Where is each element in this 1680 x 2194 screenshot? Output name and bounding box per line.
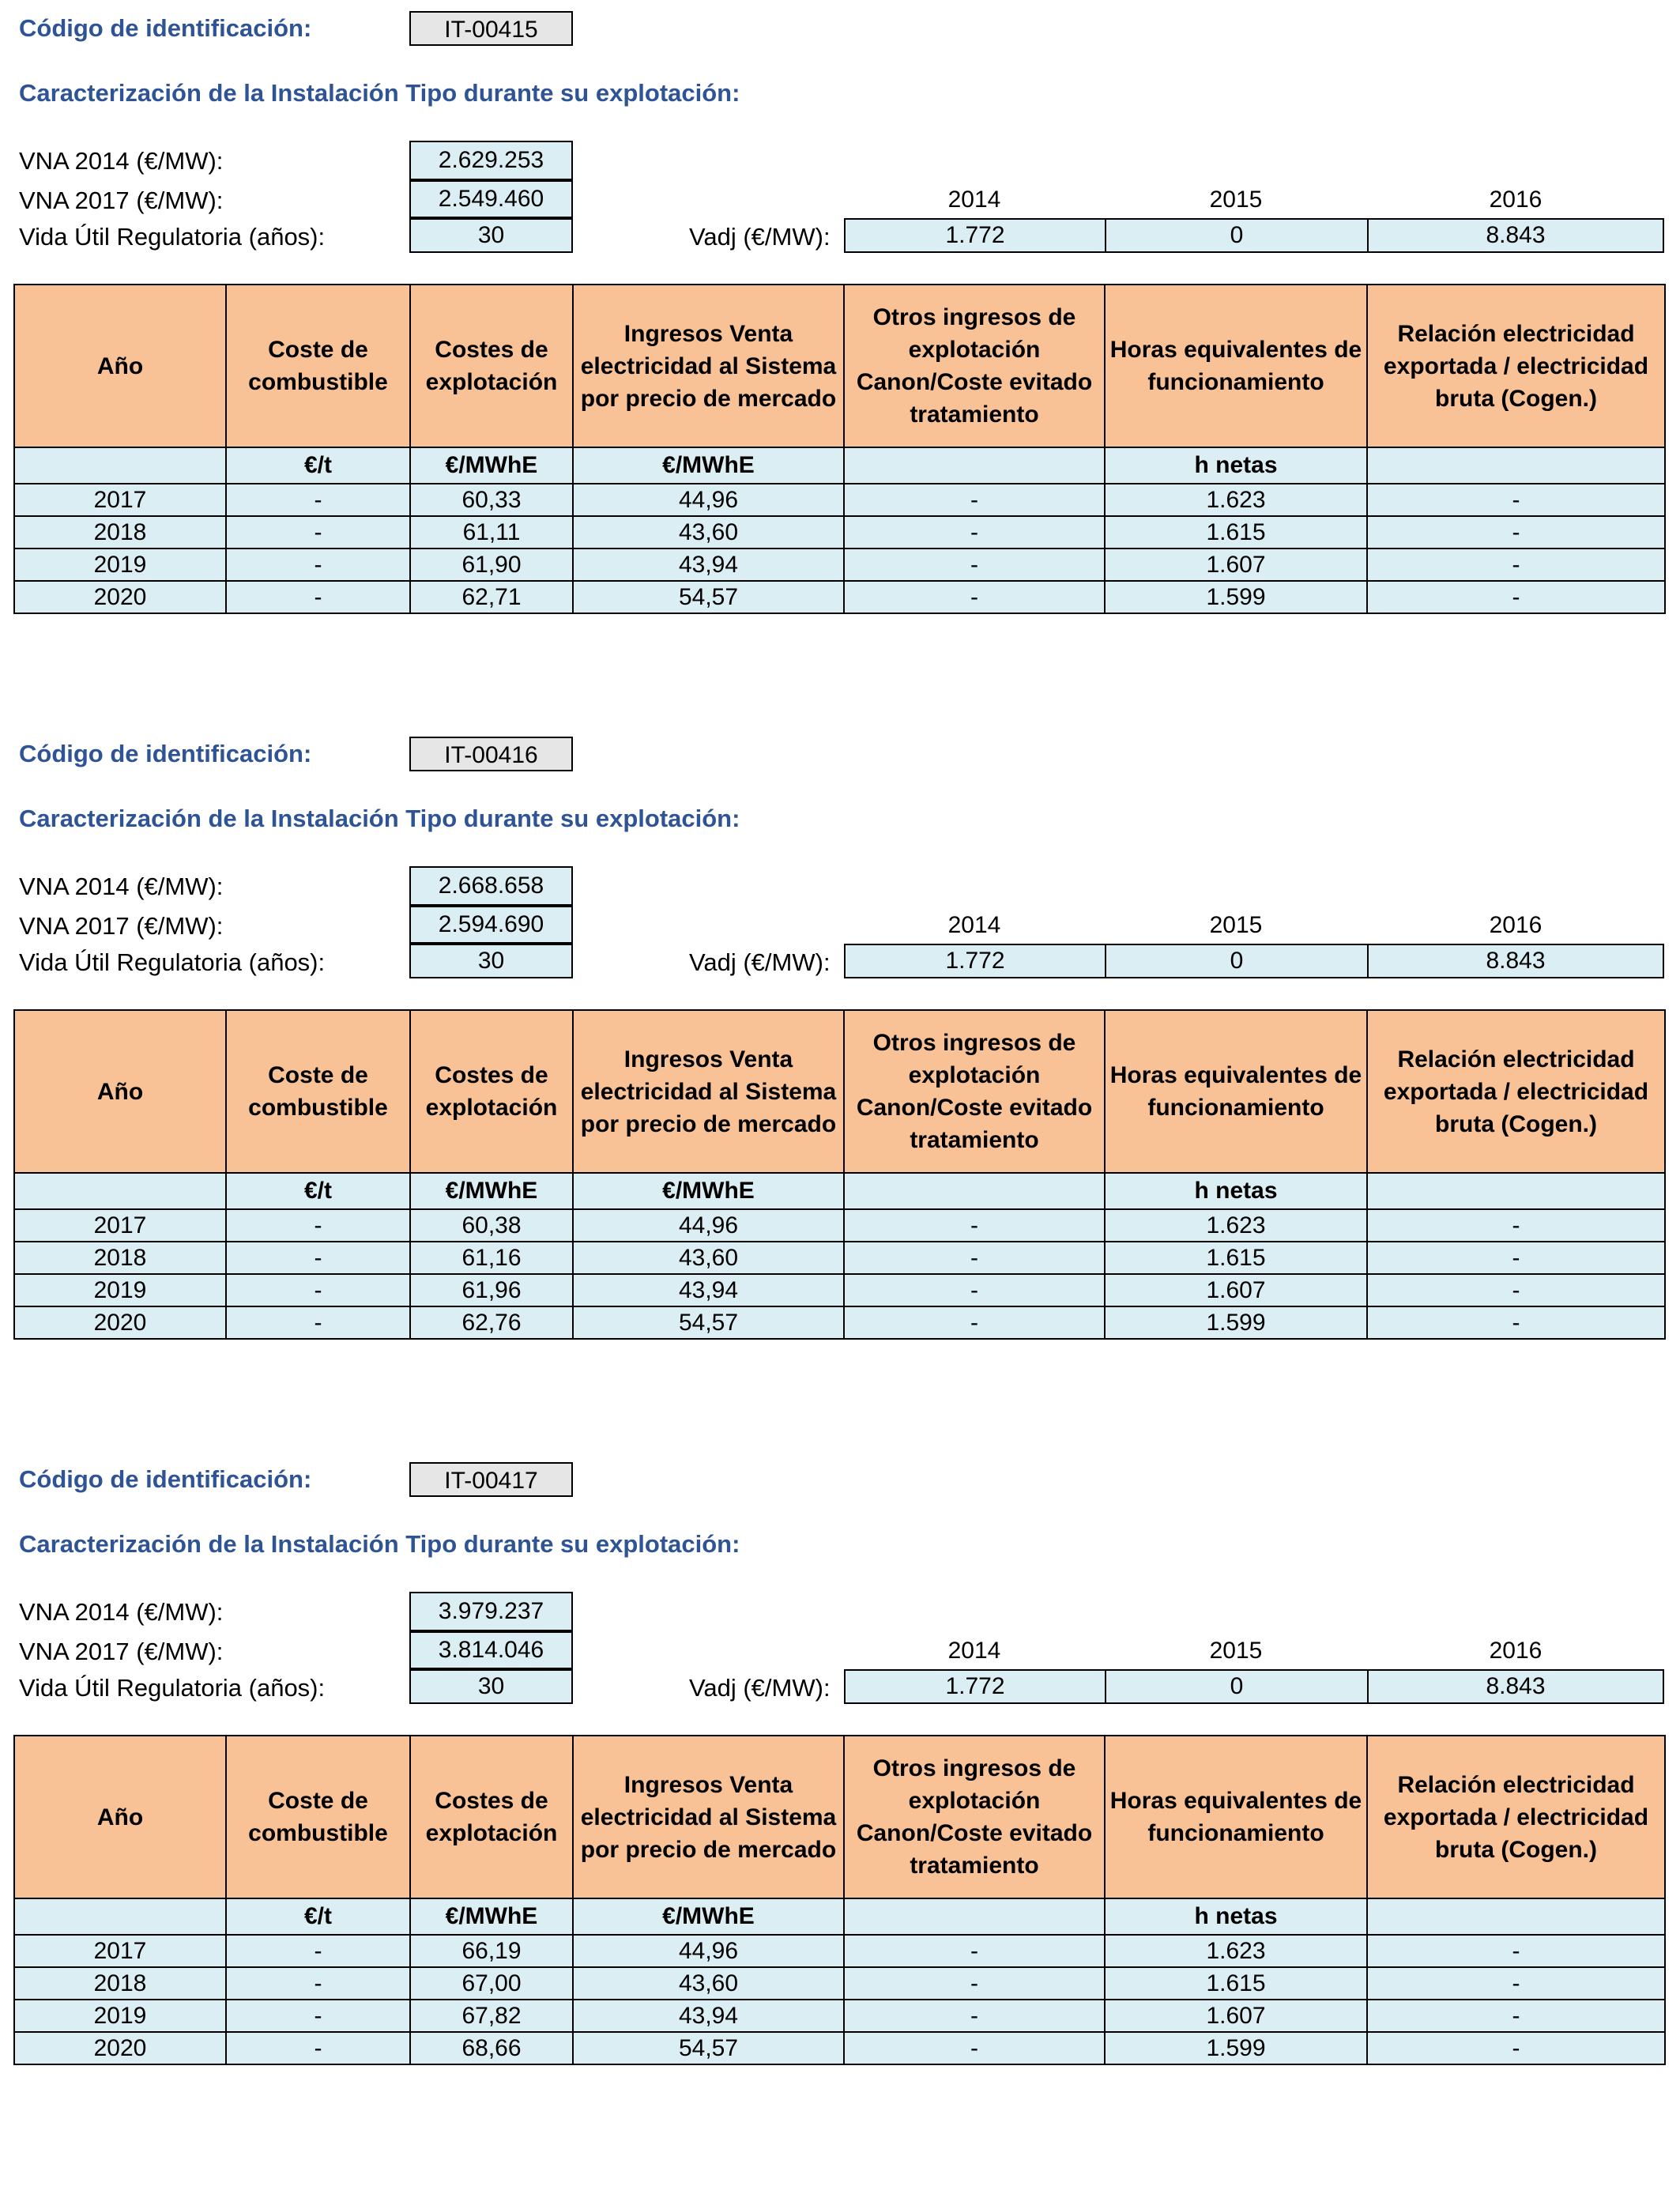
table-row — [14, 1274, 1665, 1306]
vadj-2014-value: 1.772 — [846, 945, 1106, 977]
table-cell: 62,76 — [410, 1306, 573, 1339]
table-cell: - — [1367, 1209, 1665, 1242]
table-cell: 44,96 — [573, 1209, 844, 1242]
table-cell: 67,00 — [410, 1967, 573, 2000]
header-coste-combustible: Coste de combustible — [226, 285, 410, 447]
vadj-year-2016: 2016 — [1489, 187, 1543, 213]
table-cell: 1.615 — [1105, 516, 1367, 548]
table-cell: - — [1367, 2032, 1665, 2064]
table-cell: 68,66 — [410, 2032, 573, 2064]
table-cell: 1.599 — [1105, 1306, 1367, 1339]
vida-util-value: 30 — [409, 944, 573, 978]
table-cell: 1.599 — [1105, 581, 1367, 613]
table-row — [14, 1967, 1665, 2000]
vadj-2016-value: 8.843 — [1369, 945, 1663, 977]
codigo-label: Código de identificación: — [19, 1465, 312, 1493]
table-row — [14, 2000, 1665, 2032]
vna2017-value: 2.549.460 — [409, 180, 573, 218]
table-cell: 2020 — [14, 581, 226, 613]
table-cell: - — [1367, 1274, 1665, 1306]
table-row — [14, 516, 1665, 548]
vida-util-label: Vida Útil Regulatoria (años): — [19, 948, 326, 976]
unit-cell: €/MWhE — [410, 447, 573, 484]
vna2014-label: VNA 2014 (€/MW): — [19, 1598, 224, 1626]
vida-util-label: Vida Útil Regulatoria (años): — [19, 1674, 326, 1702]
vna2017-label: VNA 2017 (€/MW): — [19, 187, 224, 214]
vadj-values — [844, 944, 1664, 978]
unit-cell — [14, 447, 226, 484]
codigo-value: IT-00417 — [409, 1462, 573, 1497]
header-otros-ingresos: Otros ingresos de explotación Canon/Coste evitado tratamiento — [844, 1736, 1105, 1898]
table-units-row — [14, 447, 1665, 484]
table-cell: - — [1367, 1306, 1665, 1339]
installation-block — [0, 1451, 1680, 2170]
vna2014-label: VNA 2014 (€/MW): — [19, 873, 224, 900]
table-cell: - — [844, 1242, 1105, 1274]
table-cell: 2017 — [14, 484, 226, 516]
table-cell: - — [226, 1967, 410, 2000]
table-cell: - — [226, 2000, 410, 2032]
header-coste-combustible: Coste de combustible — [226, 1736, 410, 1898]
table-cell: 61,96 — [410, 1274, 573, 1306]
table-cell: 62,71 — [410, 581, 573, 613]
table-cell: - — [226, 548, 410, 581]
caracterizacion-heading: Caracterización de la Instalación Tipo durante su explotación: — [19, 79, 740, 107]
header-relacion-electricidad: Relación electricidad exportada / electricidad bruta (Cogen.) — [1367, 1010, 1665, 1173]
unit-cell: h netas — [1105, 1173, 1367, 1209]
unit-cell: h netas — [1105, 1898, 1367, 1935]
table-units-row — [14, 1173, 1665, 1209]
vadj-year-2014: 2014 — [947, 1638, 1001, 1664]
table-cell: - — [844, 548, 1105, 581]
table-cell: - — [844, 516, 1105, 548]
table-cell: 1.623 — [1105, 1935, 1367, 1967]
table-cell: 2017 — [14, 1935, 226, 1967]
table-cell: - — [1367, 1242, 1665, 1274]
table-header-row — [14, 1010, 1665, 1173]
unit-cell: €/MWhE — [410, 1898, 573, 1935]
unit-cell — [1367, 1173, 1665, 1209]
table-cell: 43,94 — [573, 2000, 844, 2032]
vna2017-label: VNA 2017 (€/MW): — [19, 912, 224, 940]
table-cell: - — [844, 1274, 1105, 1306]
table-cell: 1.623 — [1105, 484, 1367, 516]
table-cell: 54,57 — [573, 1306, 844, 1339]
header-relacion-electricidad: Relación electricidad exportada / electricidad bruta (Cogen.) — [1367, 1736, 1665, 1898]
table-cell: - — [226, 484, 410, 516]
table-cell: 60,33 — [410, 484, 573, 516]
table-row — [14, 484, 1665, 516]
table-cell: 43,60 — [573, 1242, 844, 1274]
unit-cell — [14, 1173, 226, 1209]
unit-cell: €/MWhE — [573, 447, 844, 484]
codigo-label: Código de identificación: — [19, 14, 312, 42]
table-cell: - — [226, 581, 410, 613]
vadj-year-2016: 2016 — [1489, 912, 1543, 938]
table-cell: - — [844, 1209, 1105, 1242]
header-horas-equivalentes: Horas equivalentes de funcionamiento — [1105, 1736, 1367, 1898]
table-cell: - — [1367, 1935, 1665, 1967]
table-cell: 61,90 — [410, 548, 573, 581]
table-row — [14, 1242, 1665, 1274]
vna2014-value: 2.668.658 — [409, 866, 573, 906]
table-cell: 60,38 — [410, 1209, 573, 1242]
vadj-year-2015: 2015 — [1209, 187, 1263, 213]
table-cell: 1.607 — [1105, 1274, 1367, 1306]
codigo-value: IT-00415 — [409, 11, 573, 46]
table-cell: 61,16 — [410, 1242, 573, 1274]
header-relacion-electricidad: Relación electricidad exportada / electricidad bruta (Cogen.) — [1367, 285, 1665, 447]
unit-cell: €/MWhE — [573, 1173, 844, 1209]
table-header-row — [14, 285, 1665, 447]
installation-block — [0, 726, 1680, 1445]
vadj-year-2014: 2014 — [947, 912, 1001, 938]
table-cell: - — [1367, 1967, 1665, 2000]
vadj-year-2015: 2015 — [1209, 912, 1263, 938]
table-row — [14, 1306, 1665, 1339]
table-cell: 1.599 — [1105, 2032, 1367, 2064]
table-cell: 43,94 — [573, 1274, 844, 1306]
vadj-year-2016: 2016 — [1489, 1638, 1543, 1664]
table-cell: - — [844, 484, 1105, 516]
vna2014-value: 3.979.237 — [409, 1592, 573, 1631]
unit-cell — [1367, 447, 1665, 484]
table-cell: 54,57 — [573, 2032, 844, 2064]
unit-cell: €/MWhE — [410, 1173, 573, 1209]
vna2017-value: 3.814.046 — [409, 1631, 573, 1669]
caracterizacion-heading: Caracterización de la Instalación Tipo durante su explotación: — [19, 805, 740, 832]
unit-cell — [14, 1898, 226, 1935]
vadj-2016-value: 8.843 — [1369, 220, 1663, 251]
unit-cell: €/t — [226, 1898, 410, 1935]
table-cell: 2017 — [14, 1209, 226, 1242]
header-ingresos-venta: Ingresos Venta electricidad al Sistema por precio de mercado — [573, 1736, 844, 1898]
table-cell: 2019 — [14, 1274, 226, 1306]
table-units-row — [14, 1898, 1665, 1935]
unit-cell: h netas — [1105, 447, 1367, 484]
table-cell: - — [844, 1306, 1105, 1339]
installation-block — [0, 0, 1680, 719]
vadj-year-2014: 2014 — [947, 187, 1001, 213]
table-cell: - — [226, 1274, 410, 1306]
table-cell: 1.615 — [1105, 1242, 1367, 1274]
table-cell: 1.607 — [1105, 548, 1367, 581]
table-cell: - — [226, 516, 410, 548]
vna2014-value: 2.629.253 — [409, 141, 573, 180]
table-cell: 1.615 — [1105, 1967, 1367, 2000]
table-cell: 66,19 — [410, 1935, 573, 1967]
vadj-label: Vadj (€/MW): — [689, 223, 831, 251]
vadj-values — [844, 1669, 1664, 1704]
table-row — [14, 1209, 1665, 1242]
unit-cell — [844, 447, 1105, 484]
table-cell: 61,11 — [410, 516, 573, 548]
vadj-2015-value: 0 — [1106, 945, 1369, 977]
vadj-2015-value: 0 — [1106, 1671, 1369, 1702]
header-ano: Año — [14, 1010, 226, 1173]
table-cell: - — [844, 1935, 1105, 1967]
vadj-values — [844, 218, 1664, 253]
header-costes-explotacion: Costes de explotación — [410, 1736, 573, 1898]
unit-cell — [1367, 1898, 1665, 1935]
data-table — [13, 1735, 1666, 2065]
header-costes-explotacion: Costes de explotación — [410, 1010, 573, 1173]
table-header-row — [14, 1736, 1665, 1898]
table-cell: 43,60 — [573, 516, 844, 548]
table-cell: 2018 — [14, 516, 226, 548]
table-cell: 44,96 — [573, 484, 844, 516]
unit-cell: €/MWhE — [573, 1898, 844, 1935]
table-cell: - — [844, 2032, 1105, 2064]
table-cell: - — [226, 1306, 410, 1339]
table-cell: - — [844, 581, 1105, 613]
header-ingresos-venta: Ingresos Venta electricidad al Sistema por precio de mercado — [573, 1010, 844, 1173]
table-cell: - — [844, 2000, 1105, 2032]
table-cell: - — [1367, 2000, 1665, 2032]
unit-cell: €/t — [226, 1173, 410, 1209]
table-cell: 2018 — [14, 1967, 226, 2000]
table-cell: 1.607 — [1105, 2000, 1367, 2032]
unit-cell: €/t — [226, 447, 410, 484]
vadj-2014-value: 1.772 — [846, 220, 1106, 251]
data-table — [13, 1009, 1666, 1340]
caracterizacion-heading: Caracterización de la Instalación Tipo durante su explotación: — [19, 1530, 740, 1558]
vadj-2016-value: 8.843 — [1369, 1671, 1663, 1702]
header-coste-combustible: Coste de combustible — [226, 1010, 410, 1173]
header-ingresos-venta: Ingresos Venta electricidad al Sistema por precio de mercado — [573, 285, 844, 447]
header-ano: Año — [14, 285, 226, 447]
table-row — [14, 581, 1665, 613]
vna2014-label: VNA 2014 (€/MW): — [19, 147, 224, 175]
table-cell: 2020 — [14, 1306, 226, 1339]
table-cell: 2020 — [14, 2032, 226, 2064]
header-ano: Año — [14, 1736, 226, 1898]
table-row — [14, 548, 1665, 581]
vida-util-value: 30 — [409, 1669, 573, 1704]
table-cell: 67,82 — [410, 2000, 573, 2032]
table-cell: 44,96 — [573, 1935, 844, 1967]
vna2017-value: 2.594.690 — [409, 906, 573, 944]
table-row — [14, 2032, 1665, 2064]
unit-cell — [844, 1898, 1105, 1935]
vadj-2014-value: 1.772 — [846, 1671, 1106, 1702]
table-cell: 1.623 — [1105, 1209, 1367, 1242]
vadj-2015-value: 0 — [1106, 220, 1369, 251]
vadj-label: Vadj (€/MW): — [689, 1674, 831, 1702]
vida-util-label: Vida Útil Regulatoria (años): — [19, 223, 326, 251]
unit-cell — [844, 1173, 1105, 1209]
table-cell: - — [1367, 581, 1665, 613]
table-cell: - — [226, 1209, 410, 1242]
table-cell: - — [226, 2032, 410, 2064]
header-horas-equivalentes: Horas equivalentes de funcionamiento — [1105, 1010, 1367, 1173]
data-table — [13, 284, 1666, 614]
table-cell: - — [844, 1967, 1105, 2000]
table-cell: 2019 — [14, 548, 226, 581]
vadj-year-2015: 2015 — [1209, 1638, 1263, 1664]
table-cell: - — [226, 1935, 410, 1967]
codigo-value: IT-00416 — [409, 737, 573, 771]
header-costes-explotacion: Costes de explotación — [410, 285, 573, 447]
vadj-label: Vadj (€/MW): — [689, 948, 831, 976]
table-cell: 43,94 — [573, 548, 844, 581]
table-cell: - — [226, 1242, 410, 1274]
table-cell: 2018 — [14, 1242, 226, 1274]
vida-util-value: 30 — [409, 218, 573, 253]
header-horas-equivalentes: Horas equivalentes de funcionamiento — [1105, 285, 1367, 447]
codigo-label: Código de identificación: — [19, 740, 312, 767]
table-cell: 54,57 — [573, 581, 844, 613]
table-cell: 2019 — [14, 2000, 226, 2032]
vna2017-label: VNA 2017 (€/MW): — [19, 1638, 224, 1665]
table-row — [14, 1935, 1665, 1967]
table-cell: - — [1367, 516, 1665, 548]
table-cell: 43,60 — [573, 1967, 844, 2000]
header-otros-ingresos: Otros ingresos de explotación Canon/Coste evitado tratamiento — [844, 1010, 1105, 1173]
header-otros-ingresos: Otros ingresos de explotación Canon/Coste evitado tratamiento — [844, 285, 1105, 447]
table-cell: - — [1367, 484, 1665, 516]
table-cell: - — [1367, 548, 1665, 581]
